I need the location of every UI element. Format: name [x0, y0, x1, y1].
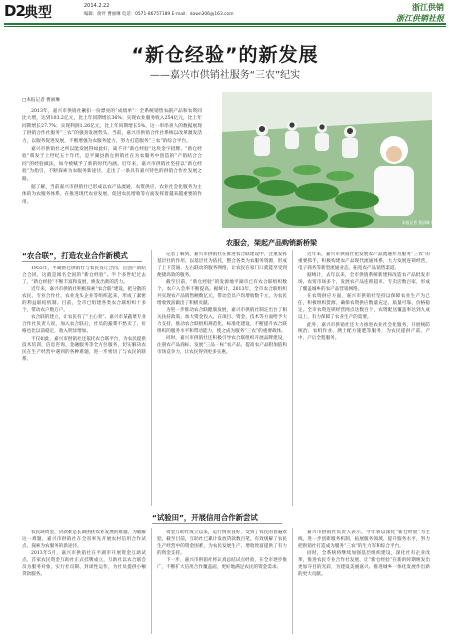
- column-divider: [151, 528, 152, 634]
- masthead: [0, 0, 450, 24]
- paragraph: 下一步，嘉兴市供销社将认真总结试点经验，在全市逐步推广，不断扩大信用合作覆盖面，更好地满足农民的资金需求。: [157, 558, 287, 571]
- article-title: “新仓经验”的新发展: [131, 44, 319, 66]
- section-rule: [152, 523, 282, 524]
- section1-column-3: [298, 252, 430, 506]
- paragraph: 在农资供应方面，嘉兴市供销社坚持以保障农业生产为己任，积极组织货源，确保农资供应数量充足、质量可靠、价格稳定。全市农资连锁经营网点达数百个，农资配送覆盖率达到九成以上，有力保障了农业生产的需要。: [298, 294, 430, 321]
- paragraph: 嘉兴市供销社负责人表示，今年将以深化“新仓经验”为主线，进一步创新服务机制，拓展服务领域，提升服务水平，努力把供销社打造成为服务“三农”的生力军和综合平台。: [298, 530, 430, 549]
- column-divider: [292, 250, 293, 506]
- paragraph: 同时，全系统将继续加强基层组织建设，深化社有企业改革，推进农民专业合作社发展，让“新仓经验”在新的时期焕发出更加夺目的光彩，为建设美丽嘉兴、推进城乡一体化发展作出新的更大贡献。: [298, 551, 430, 577]
- article-subtitle: ——嘉兴市供销社服务“三农”纪实: [149, 70, 301, 81]
- lead-paragraph: 2013年，嘉兴市供销社紧扣一份漂亮的“成绩单”：全系统销售农副产品和农资同比大增，达到103.2亿元，比上年同期增长36%；实现农业服务收入254亿元，比上年同期增长27.7%；实现利润1.26亿元，比上年同期增长5%。这一串串喜人的数据展现了供销合作社服务“三农”的强劲发展势头。当前，嘉兴市供销合作社系统以改革激发活力，以服务促进发展，不断增强为农服务能力，努力打造服务“三农”的综合平台。: [22, 109, 202, 144]
- section2-column-1: [22, 530, 146, 634]
- masthead-rule: [4, 23, 446, 25]
- section1-column-1: [22, 266, 146, 506]
- paper-region: 浙江供销: [412, 2, 444, 12]
- photo-credit: 本报记者 曹丽琳 摄: [402, 220, 435, 225]
- paragraph: 为进一步推动农合联健康发展，嘉兴市供销社制定出台了相关扶持政策，加大资金投入，在项目、资金、技术等方面给予大力支持，推动农合联组织规范化、标准化建设，不断提升农合联组织的服务水平和带动能力，使之成为服务“三农”的重要载体。: [157, 308, 287, 334]
- lead-article: [22, 108, 202, 207]
- photo-caption: 农服会，架起产品购销新桥梁: [226, 239, 317, 247]
- paragraph: 1955年，平湖新仓供销社与农民签订合同，首创产销结合合同，这就是闻名全国的“新仓经验”。半个多世纪过去了，“新仓经验”不断丰富和发展，焕发出新的活力。: [22, 266, 146, 285]
- section1-column-2: [157, 252, 287, 506]
- column-divider: [292, 528, 293, 634]
- lead-paragraph: 据了解，当前嘉兴市供销社已形成以农产品流通、农资供应、农业社会化服务为主体的为农服务体系，在推进现代农业发展、促进农民增收等方面发挥着越来越重要的作用。: [22, 185, 202, 205]
- paper-masthead: [396, 2, 444, 24]
- masthead-rule-thin: [4, 26, 446, 27]
- section-heading-cooperative: “农合联”，打造农业合作新模式: [22, 251, 128, 260]
- paragraph: 近年来，嘉兴市供销社积极探索“农合联”建设，把分散的农民、专业合作社、农业龙头企业等组织起来，形成了紧密的利益联结机制。目前，全市已组建各类农合联组织十多个，带动农户数万户。: [22, 287, 146, 313]
- paragraph: 近年来，嘉兴市供销社把发展农产品流通作为服务“三农”的重要抓手，积极构建农产品现代流通体系，大力发展连锁经营、电子商务等新型流通业态，拓宽农产品销售渠道。: [298, 252, 430, 271]
- lead-paragraph: 嘉兴市供销社之所以能发展得如此好，离不开“新仓经验”这块金字招牌。“新仓经验”萌发于上世纪五十年代，是平湖县新仓供销社在为农服务中创造的“产销结合合同”的经验做法，如今被赋予了新的时代内涵。近年来，嘉兴市供销社坚持以“新仓经验”为指引，不断探索为农服务新途径，走出了一条具有嘉兴特色的供销合作社发展之路。: [22, 147, 202, 182]
- paragraph: 不仅如此，嘉兴市供销社还依托农合联平台，为农民提供技术培训、信息咨询、金融服务等全方位服务，切实解决农民在生产经营中遇到的各种难题，进一步密切了与农民的联系。: [22, 336, 146, 363]
- paragraph: 据统计，去年以来，全市供销系统新建和改造农产品批发市场、农贸市场多个，发展农产品连锁超市、专卖店数百家，形成了覆盖城乡的农产品营销网络。: [298, 273, 430, 293]
- section2-column-3: [298, 530, 430, 634]
- paragraph: 农民缺资金、贷款难是长期困扰农业发展的难题。为破解这一难题，嘉兴市供销社在全省率先开展农村信用合作试点，探索为农服务的新途径。: [22, 530, 146, 549]
- paragraph: 资金互助社成立以来，运行情况良好，受到了农民的普遍欢迎。截至目前，互助社已累计发放贷款数百笔，有效缓解了农民生产经营中的资金困难，为农民发展生产、增收致富提供了有力的资金支持。: [157, 530, 287, 556]
- paragraph: 截至目前，“新仓经验”的发源地平湖市已有农合联组织数个，农户入会率不断提高。据统计，2013年，全市农合联组织共实现农产品销售额数亿元，带动会员户均增收数千元，为农民增收致富做出了积极贡献。: [157, 280, 287, 306]
- paragraph: 记者了解到，嘉兴市供销社在推进农合联建设中，注重发挥基层社的作用，以基层社为依托，整合各类为农服务资源，形成了上下贯通、左右联动的服务网络，让农民在家门口就能享受到便捷高效的服务。: [157, 252, 287, 278]
- byline: □本报记者 曹丽琳: [22, 98, 60, 103]
- paragraph: 2013年5月，嘉兴市供销社在平湖市开展资金互助试点，首家农民资金互助社正式挂牌成立。互助社以农合联会员为服务对象，实行社员制、封闭性运作，为社员提供小额贷款服务。: [22, 551, 146, 577]
- greenhouse-workers-image: [222, 92, 432, 228]
- section-heading-credit: “试验田”，开展信用合作新尝试: [152, 513, 258, 522]
- paragraph: 同时，嘉兴市供销社还积极引导农合联组织开展品牌建设，注册农产品商标，发展“三品一标”农产品，提高农产品附加值和市场竞争力，让农民得到更多实惠。: [157, 336, 287, 356]
- paragraph: 农合联的建立，让农民有了“主心骨”。嘉兴市某蔬菜专业合作社负责人说，加入农合联后，社员的蔬菜不愁卖了，价格也比以前稳定，收入明显增加。: [22, 315, 146, 335]
- section-rule: [22, 261, 142, 262]
- section2-column-2: [157, 530, 287, 634]
- paper-brand-logo: 浙江供销社报: [396, 13, 444, 23]
- news-photo: [222, 92, 432, 228]
- column-divider: [151, 250, 152, 506]
- editor-contact: 编辑：俞叶 曹丽琳 电话：0571-86757189 E-mail：dawn306@163.com: [84, 12, 234, 17]
- issue-date: 2014.2.22: [84, 3, 110, 9]
- section-name: 典型: [24, 5, 52, 21]
- paragraph: 此外，嘉兴市供销社还大力推进农业社会化服务，开展统防统治、农机作业、测土配方施肥等服务，为农民提供产前、产中、产后全程服务。: [298, 322, 430, 342]
- page-number: D2: [4, 2, 25, 20]
